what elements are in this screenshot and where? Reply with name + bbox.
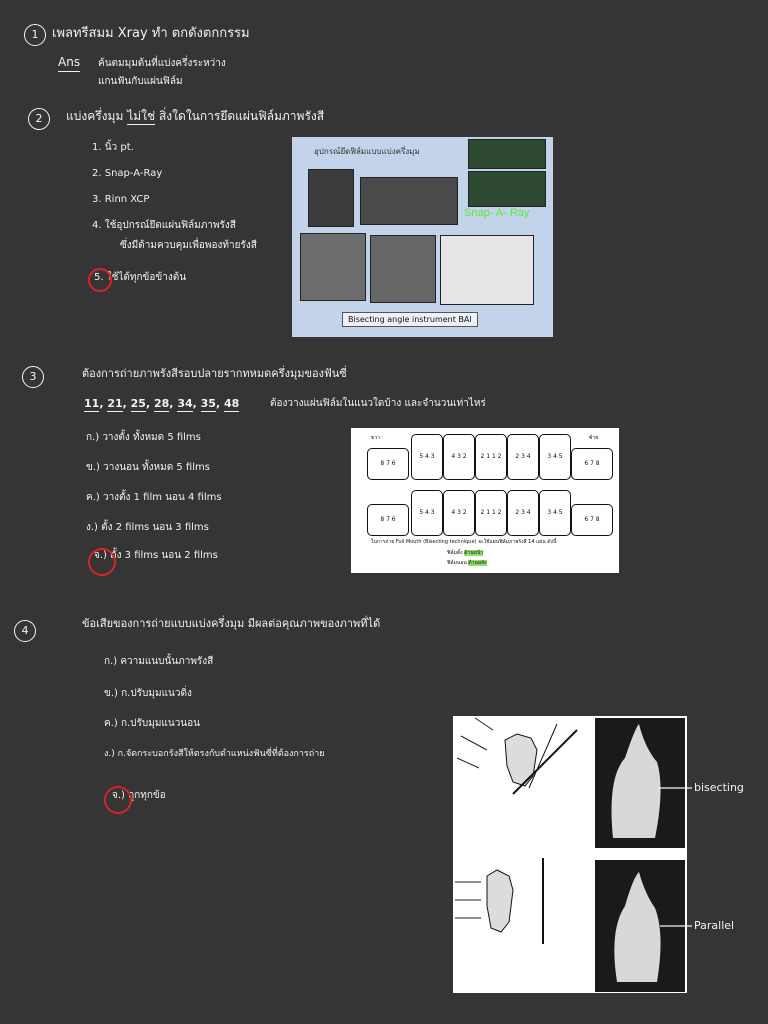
q3-tooth-list: 11, 21, 25, 28, 34, 35, 48 [84,397,240,410]
bisecting-label: bisecting [694,781,744,794]
chart-left-label: ขวา [371,435,381,441]
full-mouth-film-chart [351,428,619,573]
tooth-28: 28 [153,397,170,410]
q3-option-e: จ.) ตั้ง 3 films นอน 2 films [94,550,218,561]
film-lower-7: 6 7 8 [571,504,613,536]
tooth-25: 25 [130,397,146,410]
q1-ans-label: Ans [58,54,80,72]
film-lower-1: 8 7 6 [367,504,409,536]
film-upper-1: 8 7 6 [367,448,409,480]
q2-answer-circle [88,268,112,292]
q4-option-d: ง.) ก.จัดกระบอกรังสีให้ตรงกับตำแหน่งฟันซี่ที่ต้องการถ่าย [104,749,325,759]
q4-answer-circle [104,786,132,814]
parallel-xray [595,860,685,992]
question-number-2: 2 [28,108,50,130]
chart-caption: ในการถ่าย Full Mouth (Bisecting technique) จะใช้แผ่นฟิล์มภาพรังสี 14 แผ่น ดังนี้ [371,539,557,545]
q3-option-a: ก.) วางตั้ง ทั้งหมด 5 films [86,432,201,443]
q4-option-b: ข.) ก.ปรับมุมแนวดิ่ง [104,688,192,699]
film-upper-4: 2 1 1 2 [475,434,507,480]
patient-photo-2 [370,235,436,303]
q2-option-4: 4. ใช้อุปกรณ์ยึดแผ่นฟิล์มภาพรังสี [92,220,236,231]
question-number-3: 3 [22,366,44,388]
film-lower-3: 4 3 2 [443,490,475,536]
q3-option-d: ง.) ตั้ง 2 films นอน 3 films [86,522,209,533]
film-upper-2: 5 4 3 [411,434,443,480]
tooth-21: 21 [107,397,123,410]
tooth-11: 11 [84,397,100,410]
q2-question-pre: แบ่งครึ่งมุม [66,109,124,123]
film-upper-6: 3 4 5 [539,434,571,480]
tooth-35: 35 [200,397,216,410]
figure-caption: Bisecting angle instrument BAI [342,312,478,327]
tooth-34: 34 [177,397,193,410]
film-lower-6: 3 4 5 [539,490,571,536]
q4-option-a: ก.) ความแนบนั้นภาพรังสี [104,656,214,667]
q2-option-5: 5. ใช้ได้ทุกข้อข้างต้น [94,272,187,283]
parallel-label: Parallel [694,919,735,932]
figure-title: อุปกรณ์ยึดฟิล์มแบบแบ่งครึ่งมุม [314,147,420,156]
bisecting-xray [595,718,685,848]
q2-question-emphasis: ไม่ใช่ [127,109,156,123]
film-upper-5: 2 3 4 [507,434,539,480]
bite-block-photo [360,177,458,225]
bisecting-diagram [453,716,583,826]
patient-photo-1 [300,233,366,301]
q3-question-line1: ต้องการถ่ายภาพรังสีรอบปลายรากทหมดครึ่งมุมของฟันซี่ [82,367,347,380]
tooth-48: 48 [223,397,240,410]
legend-horizontal-value: ด้านหลัง [468,560,487,566]
legend-vertical-value: ด้านหน้า [464,550,484,556]
q3-question-line2: ต้องวางแผ่นฟิล์มในแนวใดบ้าง และจำนวนเท่าไหร่ [270,398,486,409]
film-upper-3: 4 3 2 [443,434,475,480]
parallel-diagram [453,856,573,956]
instrument-diagram [440,235,534,305]
q3-answer-circle [88,548,116,576]
film-lower-4: 2 1 1 2 [475,490,507,536]
film-lower-2: 5 4 3 [411,490,443,536]
snap-a-ray-label: Snap- A- Ray [464,207,530,219]
q4-option-e: จ.) ถูกทุกข้อ [112,790,166,801]
q3-option-c: ค.) วางตั้ง 1 film นอน 4 films [86,492,222,503]
question-number-1: 1 [24,24,46,46]
q2-option-4-continued: ซึ่งมีด้ามควบคุมเพื่อพองท้ายรังสี [120,240,257,251]
legend-horizontal [447,559,487,567]
q2-option-3: 3. Rinn XCP [92,194,150,205]
q1-question: เพลทรีสมม Xray ทำ ตกดังตกกรรม [52,26,250,41]
xray-holder-photo [468,139,546,169]
question-number-4: 4 [14,620,36,642]
film-lower-5: 2 3 4 [507,490,539,536]
q3-option-b: ข.) วางนอน ทั้งหมด 5 films [86,462,210,473]
legend-horizontal-label: ฟิล์มนอน [447,560,467,566]
q2-question-post: สิ่งใดในการยึดแผ่นฟิล์มภาพรังสี [158,109,325,123]
film-upper-7: 6 7 8 [571,448,613,480]
q4-question: ข้อเสียของการถ่ายแบบแบ่งครึ่งมุม มีผลต่อคุณภาพของภาพที่ได้ [82,617,381,630]
q4-option-c: ค.) ก.ปรับมุมแนวนอน [104,718,201,729]
bisecting-instrument-figure [292,137,553,337]
q2-question [66,108,324,124]
q2-option-2: 2. Snap-A-Ray [92,168,163,179]
q1-answer-line2: แกนฟันกับแผ่นฟิล์ม [98,76,183,87]
chart-right-label: ซ้าย [589,435,599,441]
legend-vertical [447,549,483,557]
q1-answer-line1: ค้นตมมุมต้นที่แบ่งครึ่งระหว่าง [98,58,226,69]
holder-parts-photo [308,169,354,227]
technique-comparison-figure [453,716,687,993]
legend-vertical-label: ฟิล์มตั้ง [447,550,463,556]
snap-a-ray-photo [468,171,546,207]
q2-option-1: 1. นิ้ว pt. [92,142,134,153]
